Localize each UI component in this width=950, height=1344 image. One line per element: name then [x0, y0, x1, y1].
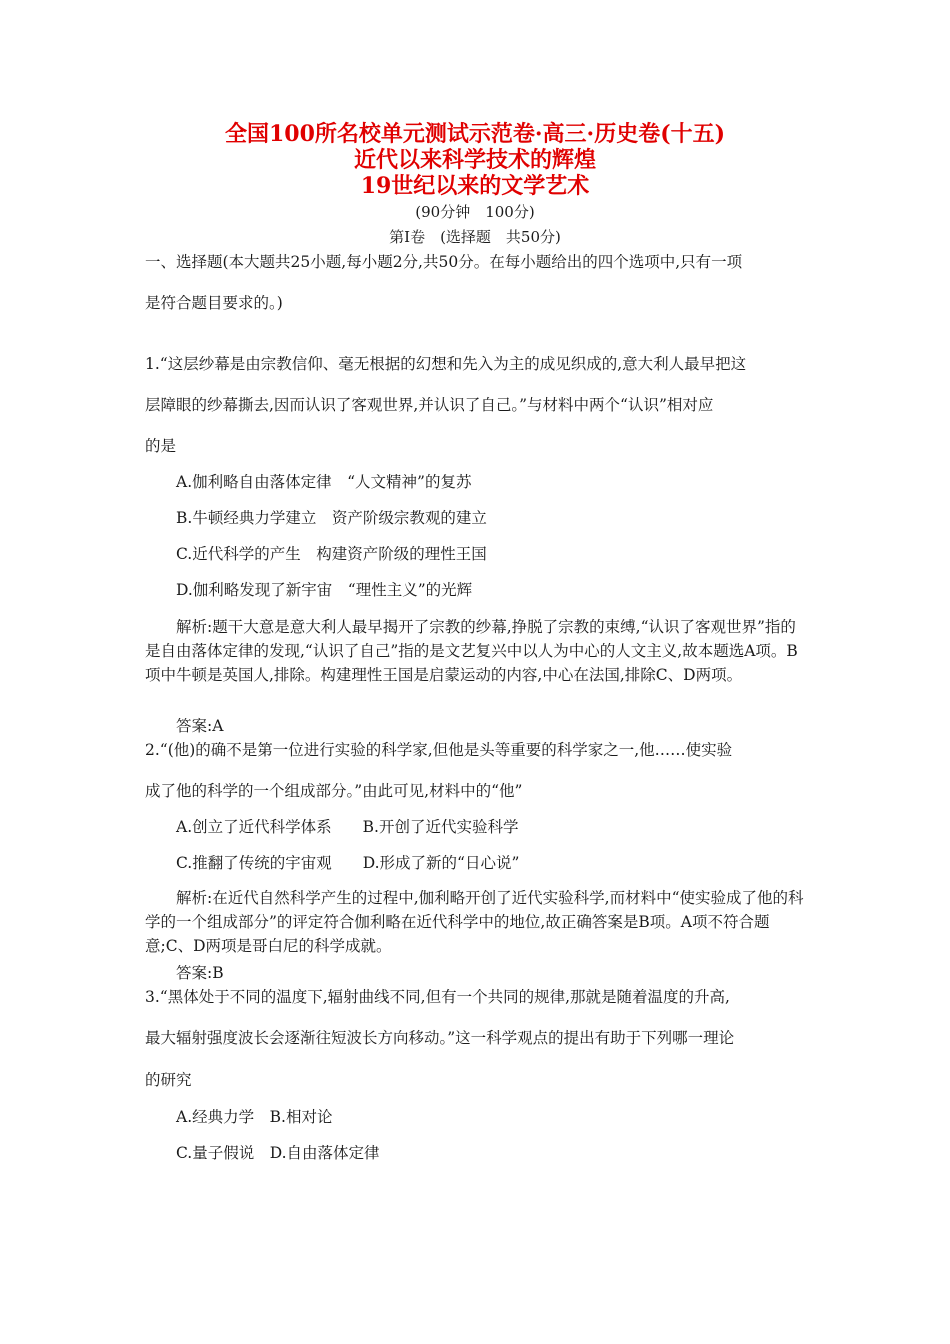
option-c-d: C.量子假说 D.自由落体定律: [176, 1144, 380, 1162]
option-a-b: A.经典力学 B.相对论: [176, 1108, 333, 1126]
option-b: B.牛顿经典力学建立 资产阶级宗教观的建立: [176, 509, 487, 527]
analysis-text: 解析:在近代自然科学产生的过程中,伽利略开创了近代实验科学,而材料中“使实验成了他的科学的一个组成部分”的评定符合伽利略在近代科学中的地位,故正确答案是B项。A项不符合题意;C、D两项是哥白尼的科学成就。: [145, 889, 804, 955]
question-stem-line: 1.“这层纱幕是由宗教信仰、毫无根据的幻想和先入为主的成见织成的,意大利人最早把这: [145, 355, 747, 373]
analysis-text: 解析:题干大意是意大利人最早揭开了宗教的纱幕,挣脱了宗教的束缚,“认识了客观世界”指的是自由落体定律的发现,“认识了自己”指的是文艺复兴中以人为中心的人文主义,故本题选A项。B项中牛顿是英国人,排除。构建理性王国是启蒙运动的内容,中心在法国,排除C、D两项。: [145, 618, 798, 684]
section-instruction-line2: 是符合题目要求的。): [145, 294, 283, 312]
section-instruction-line1: 一、选择题(本大题共25小题,每小题2分,共50分。在每小题给出的四个选项中,只有一项: [145, 253, 743, 271]
answer-text: 答案:B: [176, 964, 224, 982]
part-one-heading: 第Ⅰ卷 (选择题 共50分): [389, 228, 561, 246]
unit-title-science: 近代以来科学技术的辉煌: [353, 147, 596, 173]
option-a: A.伽利略自由落体定律 “人文精神”的复苏: [176, 473, 472, 491]
question-stem-line: 的研究: [145, 1071, 192, 1089]
option-c-d: C.推翻了传统的宇宙观 D.形成了新的“日心说”: [176, 854, 520, 872]
question-stem-line: 最大辐射强度波长会逐渐往短波长方向移动。”这一科学观点的提出有助于下列哪一理论: [145, 1029, 735, 1047]
question-stem-line: 层障眼的纱幕撕去,因而认识了客观世界,并认识了自己。”与材料中两个“认识”相对应: [145, 396, 714, 414]
option-a-b: A.创立了近代科学体系 B.开创了近代实验科学: [176, 818, 519, 836]
option-c: C.近代科学的产生 构建资产阶级的理性王国: [176, 545, 487, 563]
question-stem-line: 的是: [145, 437, 177, 455]
question-stem-line: 成了他的科学的一个组成部分。”由此可见,材料中的“他”: [145, 782, 523, 800]
exam-title: 全国100所名校单元测试示范卷·高三·历史卷(十五): [224, 121, 726, 147]
question-stem-line: 2.“(他)的确不是第一位进行实验的科学家,但他是头等重要的科学家之一,他……使实验: [145, 741, 733, 759]
exam-time-score: (90分钟 100分): [415, 203, 535, 221]
question-stem-line: 3.“黑体处于不同的温度下,辐射曲线不同,但有一个共同的规律,那就是随着温度的升高,: [145, 988, 730, 1006]
option-d: D.伽利略发现了新宇宙 “理性主义”的光辉: [176, 581, 473, 599]
answer-text: 答案:A: [176, 717, 224, 735]
unit-title-literature: 19世纪以来的文学艺术: [360, 173, 590, 199]
